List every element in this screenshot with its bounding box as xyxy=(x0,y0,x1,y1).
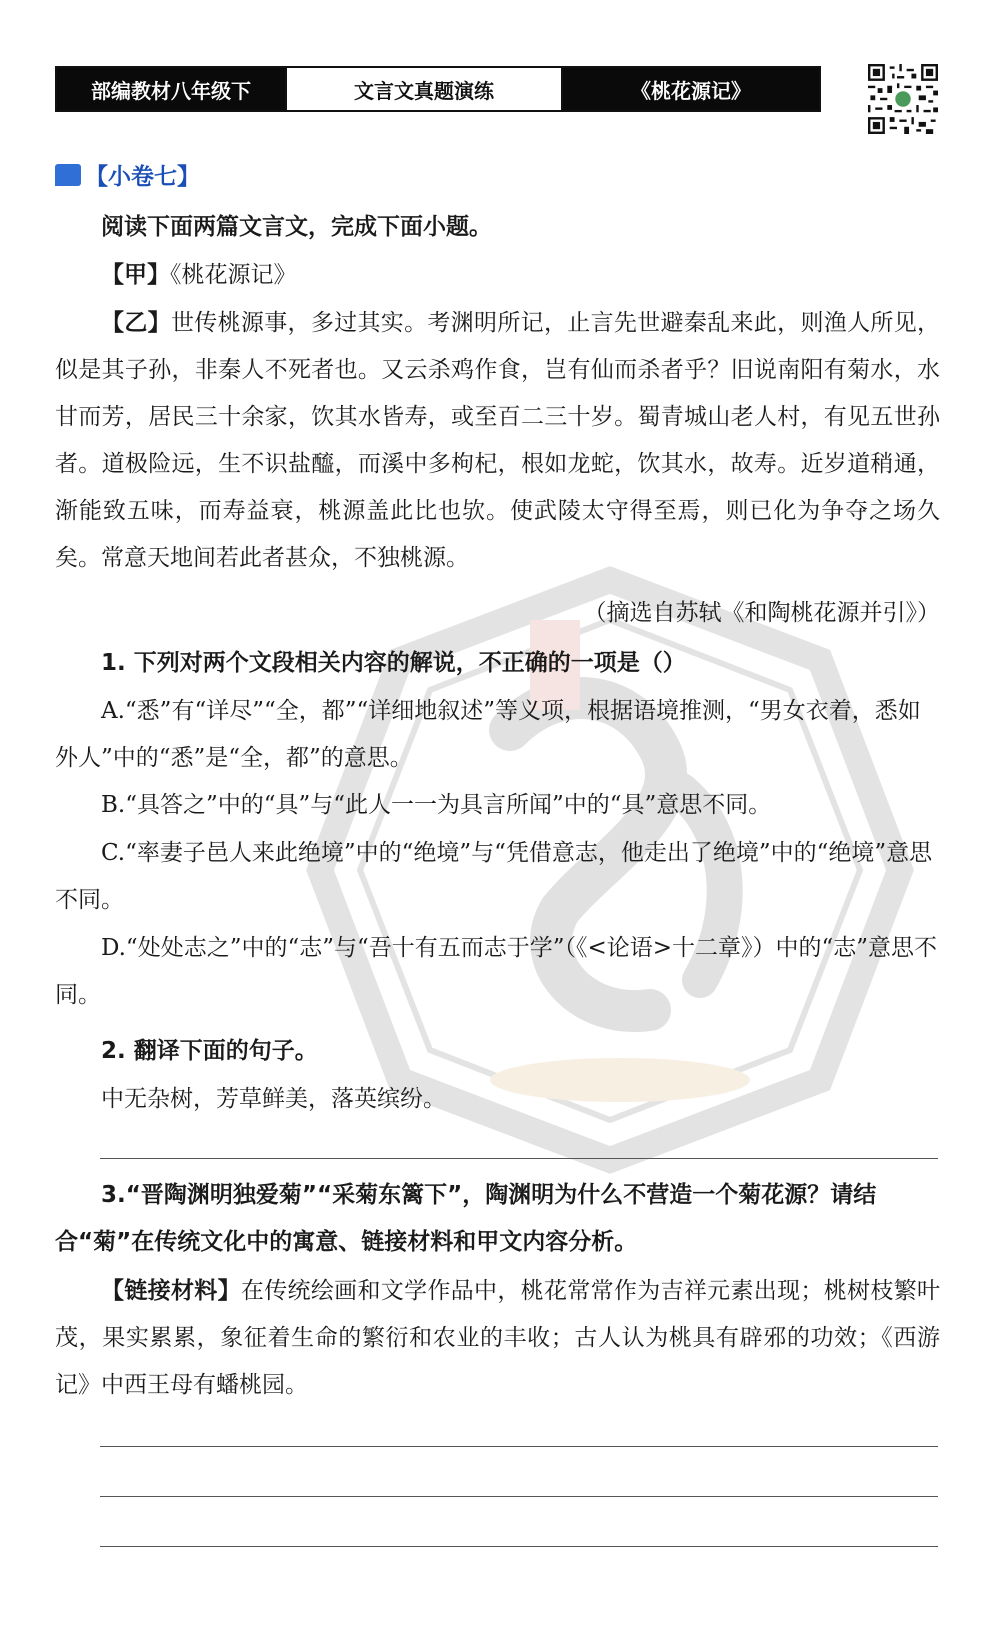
instruction: 阅读下面两篇文言文，完成下面小题。 xyxy=(101,214,492,240)
question-3-link-material xyxy=(55,1268,940,1409)
passage-yi xyxy=(55,300,940,582)
passage-jia-title: 《桃花源记》 xyxy=(170,262,297,288)
passage-yi-text: 世传桃源事，多过其实。考渊明所记，止言先世避秦乱来此，则渔人所见，似是其子孙，非秦人不死者也。又云杀鸡作食，岂有仙而杀者乎？旧说南阳有菊水，水甘而芳，居民三十余家，饮其水皆寿，或至百二三十岁。蜀青城山老人村，有见五世孙者。道极险远，生不识盐醯，而溪中多枸杞，根如龙蛇，饮其水，故寿。近岁道稍通，渐能致五味，而寿益衰，桃源盖此比也欤。使武陵太守得至焉，则已化为争夺之场久矣。常意天地间若此者甚众，不独桃源。 xyxy=(55,310,941,571)
bookmark-icon xyxy=(55,164,81,186)
link-material-tag: 【链接材料】 xyxy=(101,1278,241,1304)
question-1-option-a: A.“悉”有“详尽”“全，都”“详细地叙述”等义项，根据语境推测，“男女衣着，悉如外人”中的“悉”是“全，都”的意思。 xyxy=(55,698,921,771)
question-3-stem: 3.“晋陶渊明独爱菊”“采菊东篱下”，陶渊明为什么不营造一个菊花源？请结合“菊”在传统文化中的寓意、链接材料和甲文内容分析。 xyxy=(55,1182,877,1255)
question-1-option-d: D.“处处志之”中的“志”与“吾十有五而志于学”（《<论语>十二章》）中的“志”意思不同。 xyxy=(55,935,938,1008)
section-label: 【小卷七】 xyxy=(85,164,200,190)
answer-line[interactable] xyxy=(100,1546,938,1547)
question-2-stem: 2. 翻译下面的句子。 xyxy=(101,1038,318,1064)
header-topic: 文言文真题演练 xyxy=(285,68,563,110)
answer-line[interactable] xyxy=(100,1446,938,1447)
qr-code-icon xyxy=(868,64,938,134)
passage-jia-tag: 【甲】 xyxy=(101,262,170,288)
header-bar xyxy=(55,66,821,112)
question-1-stem: 1. 下列对两个文段相关内容的解说，不正确的一项是（） xyxy=(101,650,686,676)
question-1-option-c: C.“率妻子邑人来此绝境”中的“绝境”与“凭借意志，他走出了绝境”中的“绝境”意思不同。 xyxy=(55,840,933,913)
answer-line[interactable] xyxy=(100,1158,938,1159)
passage-yi-tag: 【乙】 xyxy=(101,310,171,336)
question-1-option-b: B.“具答之”中的“具”与“此人一一为具言所闻”中的“具”意思不同。 xyxy=(101,792,772,818)
section-tag xyxy=(55,158,200,191)
passage-jia xyxy=(55,252,940,299)
passage-yi-source: （摘选自苏轼《和陶桃花源并引》） xyxy=(583,600,940,626)
answer-line[interactable] xyxy=(100,1496,938,1497)
link-material-text: 在传统绘画和文学作品中，桃花常常作为吉祥元素出现；桃树枝繁叶茂，果实累累，象征着生命的繁衍和农业的丰收；古人认为桃具有辟邪的功效；《西游记》中西王母有蟠桃园。 xyxy=(55,1278,941,1398)
header-grade: 部编教材八年级下 xyxy=(57,68,285,110)
question-2-sentence: 中无杂树，芳草鲜美，落英缤纷。 xyxy=(101,1086,446,1112)
header-title: 《桃花源记》 xyxy=(563,68,819,110)
